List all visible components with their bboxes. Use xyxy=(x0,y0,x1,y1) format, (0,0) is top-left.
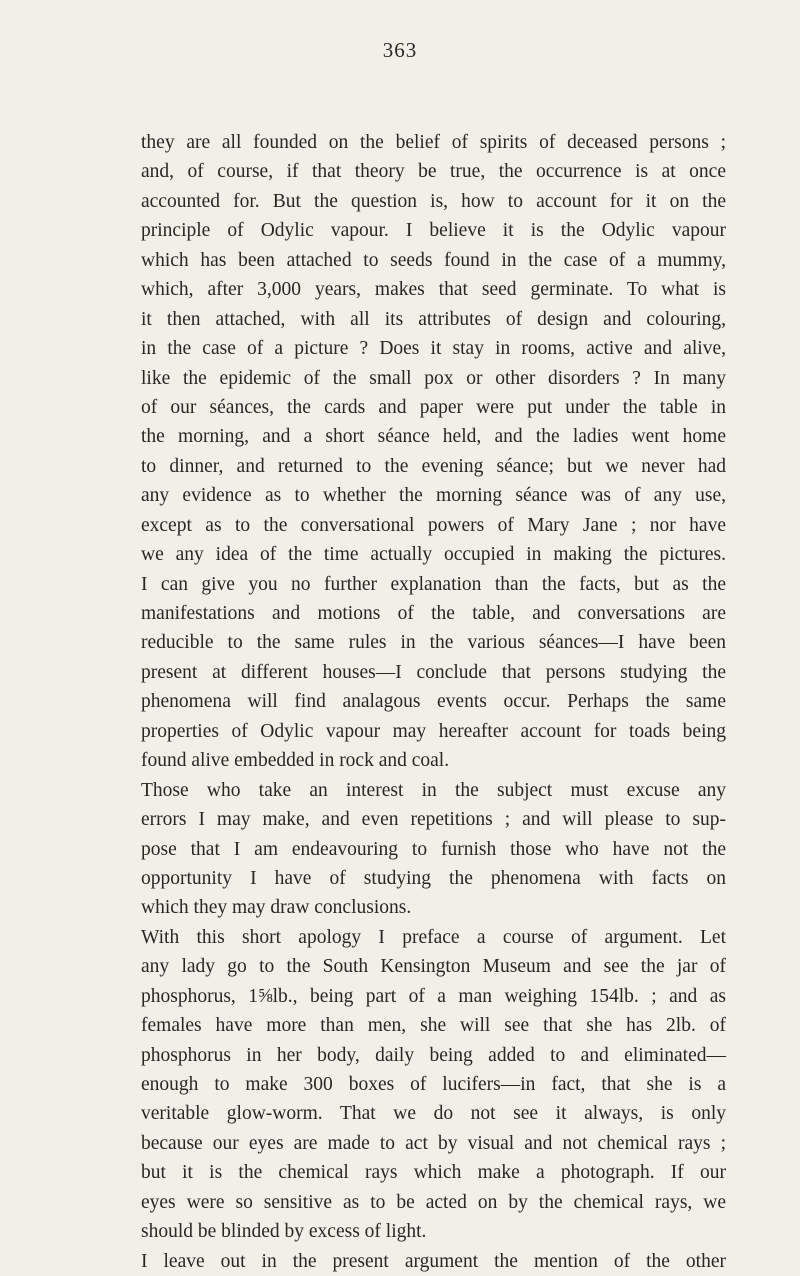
text-line: of our séances, the cards and paper were put under the table in xyxy=(141,396,726,418)
text-line: any lady go to the South Kensington Museum and see the jar of xyxy=(141,956,726,978)
text-line: which has been attached to seeds found in the case of a mummy, xyxy=(141,249,726,271)
text-line: like the epidemic of the small pox or other disorders ? In many xyxy=(141,367,726,389)
text-line: reducible to the same rules in the various séances—I have been xyxy=(141,632,726,654)
page-number: 363 xyxy=(382,38,418,62)
text-line: manifestations and motions of the table, and conversations are xyxy=(141,603,726,624)
text-line: and, of course, if that theory be true, the occurrence is at once xyxy=(141,161,726,183)
body-text xyxy=(141,128,726,1276)
text-line: females have more than men, she will see that she has 2lb. of xyxy=(141,1015,726,1037)
text-line: enough to make 300 boxes of lucifers—in fact, that she is a xyxy=(141,1074,726,1095)
text-line: veritable glow-worm. That we do not see it always, is only xyxy=(141,1103,726,1125)
text-line: should be blinded by excess of light. xyxy=(141,1221,427,1243)
text-line: phosphorus, 1⅝lb., being part of a man weighing 154lb. ; and as xyxy=(141,985,726,1007)
text-line: errors I may make, and even repetitions ; and will please to sup- xyxy=(141,809,726,831)
text-line: I can give you no further explanation than the facts, but as the xyxy=(141,573,726,595)
text-line: properties of Odylic vapour may hereafter account for toads being xyxy=(141,720,726,742)
text-line: With this short apology I preface a course of argument. Let xyxy=(141,926,726,948)
text-line: but it is the chemical rays which make a photograph. If our xyxy=(141,1162,726,1184)
text-line: they are all founded on the belief of spirits of deceased persons ; xyxy=(141,132,726,153)
text-line: any evidence as to whether the morning séance was of any use, xyxy=(141,485,726,507)
text-line: present at different houses—I conclude that persons studying the xyxy=(141,661,726,683)
text-line: which, after 3,000 years, makes that seed germinate. To what is xyxy=(141,279,726,301)
text-line: the morning, and a short séance held, and the ladies went home xyxy=(141,426,726,448)
text-line: to dinner, and returned to the evening séance; but we never had xyxy=(141,455,726,477)
text-line: I leave out in the present argument the mention of the other xyxy=(141,1250,726,1272)
text-line: because our eyes are made to act by visual and not chemical rays ; xyxy=(141,1132,726,1154)
text-line: phosphorus in her body, daily being added to and eliminated— xyxy=(141,1044,726,1066)
text-line: which they may draw conclusions. xyxy=(141,897,412,919)
text-line: Those who take an interest in the subject must excuse any xyxy=(141,779,726,801)
text-line: opportunity I have of studying the phenomena with facts on xyxy=(141,867,726,889)
text-line: principle of Odylic vapour. I believe it is the Odylic vapour xyxy=(141,220,726,242)
text-line: it then attached, with all its attributes of design and colouring, xyxy=(141,308,726,330)
text-line: phenomena will find analagous events occur. Perhaps the same xyxy=(141,691,726,713)
text-line: except as to the conversational powers of Mary Jane ; nor have xyxy=(141,514,726,536)
text-line: we any idea of the time actually occupied in making the pictures. xyxy=(141,544,726,566)
text-line: pose that I am endeavouring to furnish those who have not the xyxy=(141,838,726,860)
text-line: eyes were so sensitive as to be acted on by the chemical rays, we xyxy=(141,1191,726,1213)
text-line: found alive embedded in rock and coal. xyxy=(141,750,450,772)
text-line: accounted for. But the question is, how to account for it on the xyxy=(141,190,726,212)
text-line: in the case of a picture ? Does it stay in rooms, active and alive, xyxy=(141,338,726,360)
